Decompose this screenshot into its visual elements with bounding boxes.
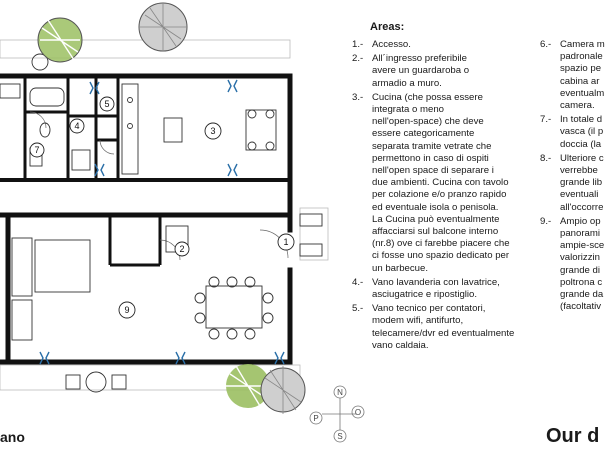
- kitchen-furniture: [122, 84, 276, 174]
- legend-item-text: Cucina (che possa essere integrata o meno nell'open-space) che deve essere categoricamente separata tramite vetrate che permettono in caso di ospiti nell'open space di separare i due ambienti. Cucina con tavolo per colazione e/o pranzo rapido ed eventuale isola o penisola. La Cucina può eventualmente affacciarsi sul balcone interno (nr.8) ove ci farebbe piacere che ci fosse uno spazio dedicato per un barbecue.: [372, 91, 510, 274]
- legend-item-7: [540, 114, 610, 151]
- compass-p: P: [313, 414, 319, 423]
- room-number-3: 3: [210, 126, 216, 136]
- legend-item-text: Ulteriore c verrebbe grande lib eventuali all'occorre: [560, 152, 604, 213]
- legend-item-number: 3.-: [352, 91, 364, 103]
- legend-item-number: 7.-: [540, 114, 552, 126]
- legend-column-right: [540, 39, 610, 315]
- legend-item-3: [352, 92, 532, 275]
- room-number-4: 4: [74, 121, 80, 131]
- compass-s: S: [337, 432, 343, 441]
- room-number-7: 7: [34, 145, 40, 155]
- legend-item-number: 4.-: [352, 276, 364, 288]
- legend-item-text: Camera m padronale spazio pe cabina ar eventualm camera.: [560, 39, 605, 112]
- legend-item-text: Accesso.: [372, 39, 411, 50]
- room-number-5: 5: [104, 99, 110, 109]
- balcony-furniture: [32, 54, 322, 392]
- caption-left: ano: [0, 429, 25, 445]
- tree-bottom-right: [261, 366, 305, 414]
- legend-item-text: In totale d vasca (il p doccia (la: [560, 114, 604, 150]
- legend-item-number: 8.-: [540, 152, 552, 164]
- legend-item-text: Vano lavanderia con lavatrice, asciugatrice e ripostiglio.: [372, 276, 500, 301]
- compass-o: O: [354, 408, 362, 417]
- tree-top-middle: [139, 3, 187, 51]
- living-furniture: [12, 226, 273, 340]
- legend-item-text: All´ingresso preferibile avere un guardaroba o armadio a muro.: [372, 53, 470, 89]
- interior-walls: [25, 76, 160, 265]
- room-number-2: 2: [179, 244, 185, 254]
- legend-item-number: 1.-: [352, 39, 364, 50]
- legend-item-number: 5.-: [352, 303, 364, 315]
- tree-top-left: [38, 18, 82, 62]
- legend-item-1: [352, 39, 532, 51]
- caption-right: Our d: [546, 425, 600, 447]
- room-number-9: 9: [124, 305, 130, 315]
- compass-n: N: [337, 388, 343, 397]
- legend-item-text: Vano tecnico per contatori, modem wifi, antifurto, telecamere/dvr ed eventualmente vano caldaia.: [372, 303, 515, 351]
- legend-item-8: [540, 153, 610, 214]
- legend-item-number: 2.-: [352, 53, 364, 65]
- legend-item-9: [540, 216, 610, 314]
- legend-item-6: [540, 39, 610, 112]
- legend-column-left: [352, 39, 532, 354]
- legend-item-4: [352, 277, 532, 301]
- legend-item-2: [352, 53, 532, 90]
- legend-title: Areas:: [370, 21, 405, 33]
- legend-item-number: 6.-: [540, 39, 552, 50]
- room-number-1: 1: [283, 237, 289, 247]
- legend-item-number: 9.-: [540, 215, 552, 227]
- legend-item-5: [352, 303, 532, 352]
- legend-item-text: Ampio op panorami ampie-sce valorizzin grande di poltrona c grande da (facoltativ: [560, 215, 605, 313]
